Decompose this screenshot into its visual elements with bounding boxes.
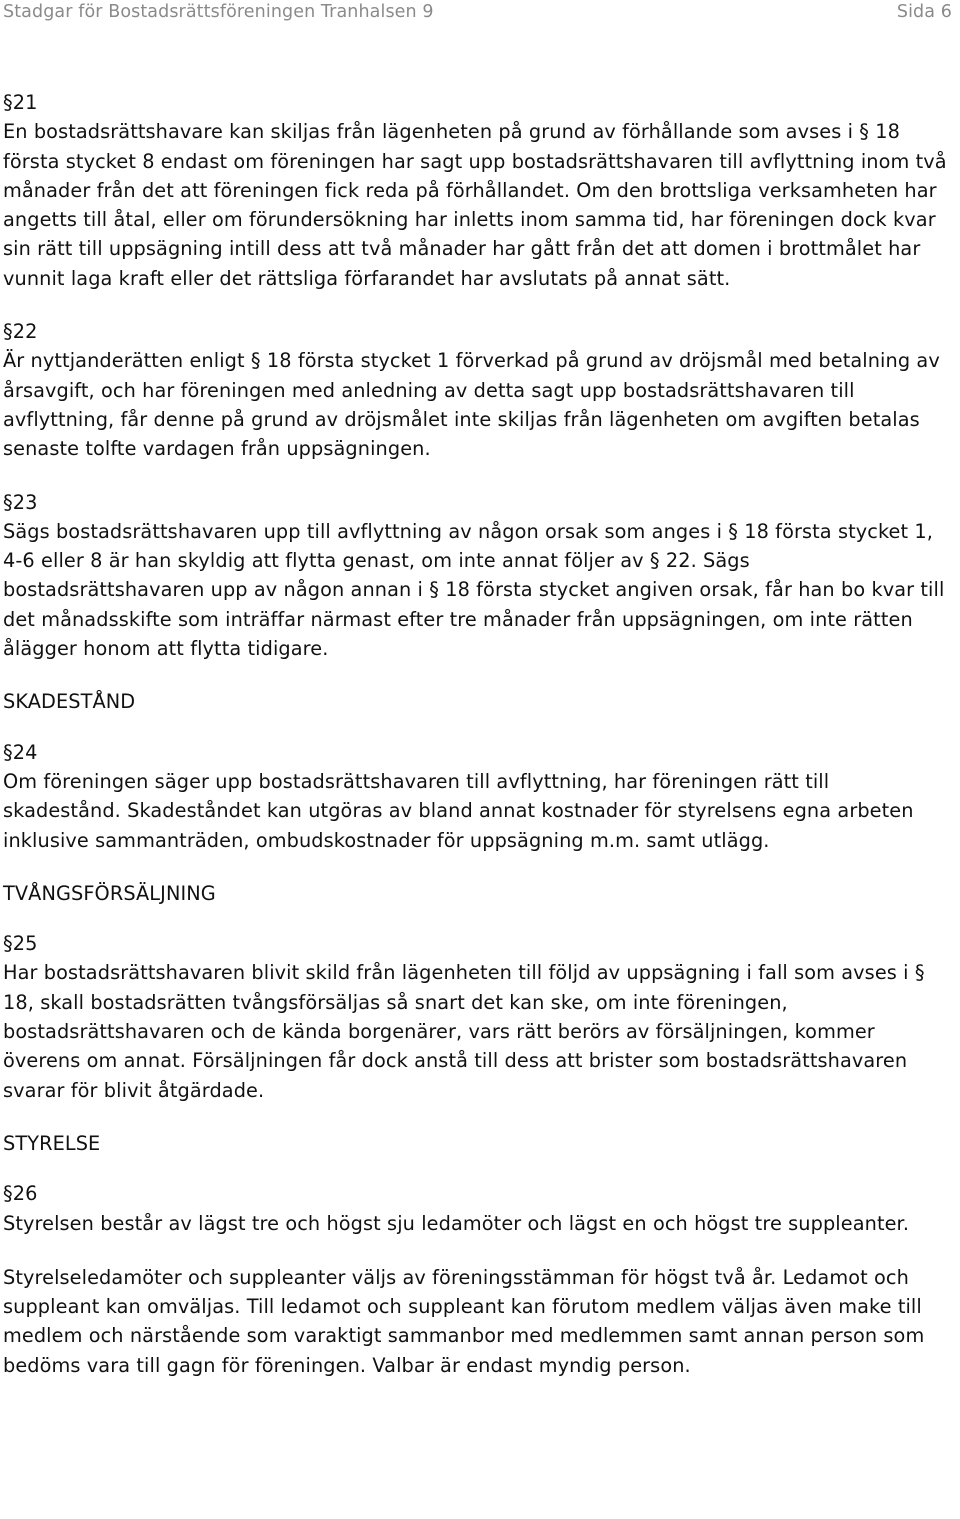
page-header (3, 1, 952, 23)
section-number: §22 (3, 320, 38, 344)
section-number: §26 (3, 1182, 38, 1206)
section-23 (3, 488, 953, 664)
section-number: §21 (3, 91, 38, 114)
section-number: §23 (3, 490, 38, 514)
section-25 (3, 929, 953, 1105)
section-number: §25 (3, 932, 38, 956)
section-24 (3, 738, 953, 855)
section-number: §24 (3, 740, 38, 764)
section-21 (3, 88, 953, 293)
section-text-2: Styrelseledamöter och suppleanter väljs av föreningsstämman för högst två år. Ledamot och suppleant kan omväljas. Till ledamot och suppleant kan förutom medlem väljas även make till medlem och närstående som varaktigt sammanbor med medlemmen samt annan person som bedöms vara till gagn för föreningen. Valbar är endast myndig person. (3, 1265, 925, 1377)
document-title: Stadgar för Bostadsrättsföreningen Tranhalsen 9 (3, 2, 434, 22)
section-text: Sägs bostadsrättshavaren upp till avflyttning av någon orsak som anges i § 18 första stycket 1, 4-6 eller 8 är han skyldig att flytta genast, om inte annat följer av § 22. Sägs bostadsrättshavaren upp av någon annan i § 18 första stycket angiven orsak, får han bo kvar till det månadsskifte som inträffar närmast efter tre månader från uppsägningen, om inte rätten ålägger honom att flytta tidigare. (3, 519, 945, 661)
section-text: Är nyttjanderätten enligt § 18 första stycket 1 förverkad på grund av dröjsmål med betalning av årsavgift, och har föreningen med anledning av detta sagt upp bostadsrättshavaren till avflyttning, får denne på grund av dröjsmålet inte skiljas från lägenheten om avgiften betalas senaste tolfte vardagen från uppsägningen. (3, 349, 940, 461)
document-body (3, 88, 953, 1404)
section-22 (3, 317, 953, 463)
section-text: Styrelsen består av lägst tre och högst sju ledamöter och lägst en och högst tre suppleanter. (3, 1211, 910, 1235)
section-text: En bostadsrättshavare kan skiljas från lägenheten på grund av förhållande som avses i § 18 första stycket 8 endast om föreningen har sagt upp bostadsrättshavaren till avflyttning inom två månader från det att föreningen fick reda på förhållandet. Om den brottsliga verksamheten har angetts till åtal, eller om förundersökning har inletts inom samma tid, har föreningen dock kvar sin rätt till uppsägning intill dess att två månader har gått från det att domen i brottmålet har vunnit laga kraft eller det rättsliga förfarandet har avslutats på annat sätt. (3, 120, 947, 290)
section-text: Om föreningen säger upp bostadsrättshavaren till avflyttning, har föreningen rätt till skadestånd. Skadeståndet kan utgöras av bland annat kostnader för styrelsens egna arbeten inklusive sammanträden, ombudskostnader för uppsägning m.m. samt utlägg. (3, 769, 914, 852)
heading-styrelse: STYRELSE (3, 1131, 101, 1155)
heading-skadestand: SKADESTÅND (3, 690, 136, 714)
heading-tvangsforsaljning: TVÅNGSFÖRSÄLJNING (3, 881, 216, 905)
section-26 (3, 1179, 953, 1380)
page-number: Sida 6 (896, 2, 952, 22)
section-text: Har bostadsrättshavaren blivit skild från lägenheten till följd av uppsägning i fall som avses i § 18, skall bostadsrätten tvångsförsäljas så snart det kan ske, om inte föreningen, bostadsrättshavaren och de kända borgenärer, vars rätt berörs av försäljningen, kommer överens om annat. Försäljningen får dock anstå till dess att brister som bostadsrättshavaren svarar för blivit åtgärdade. (3, 961, 925, 1102)
